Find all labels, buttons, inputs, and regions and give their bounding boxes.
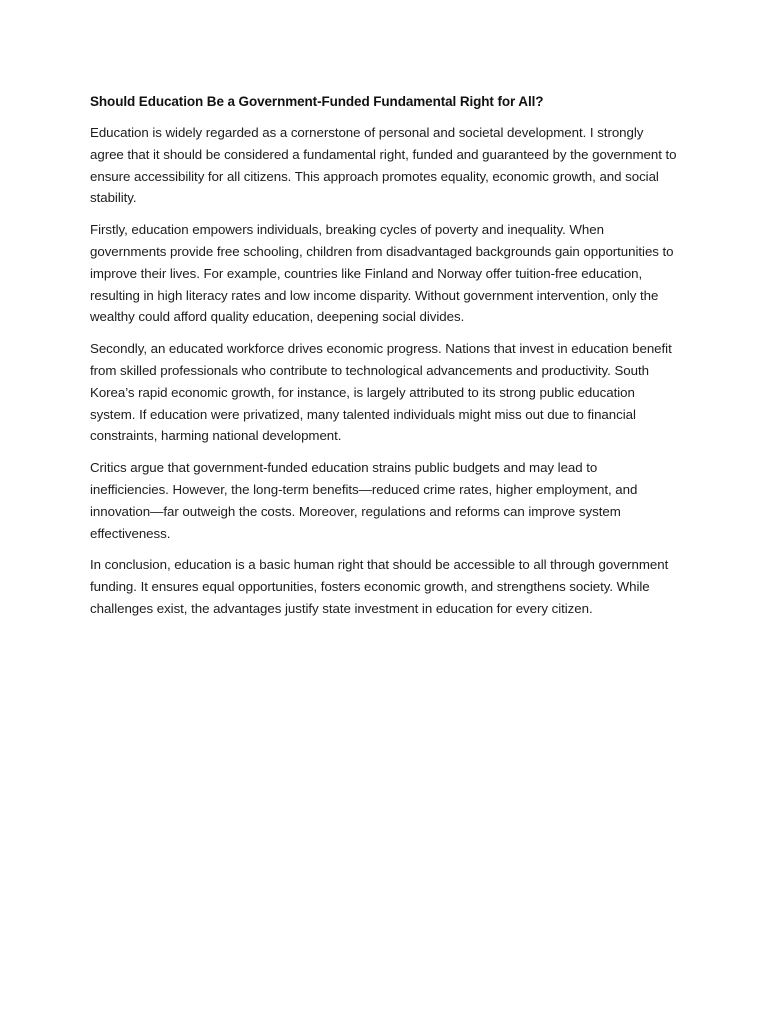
paragraph-empowerment: Firstly, education empowers individuals, breaking cycles of poverty and inequality. When governments provide free schooling, children from disadvantaged backgrounds gain opportunities to improve their lives. For example, countries like Finland and Norway offer tuition-free education, resulting in high literacy rates and low income disparity. Without government intervention, only the wealthy could afford quality education, deepening social divides. [90,222,674,325]
document-title: Should Education Be a Government-Funded Fundamental Right for All? [90,94,544,109]
paragraph-counterargument: Critics argue that government-funded education strains public budgets and may lead to inefficiencies. However, the long-term benefits—reduced crime rates, higher employment, and innovation—far outweigh the costs. Moreover, regulations and reforms can improve system effectiveness. [90,460,638,541]
paragraph-economic-progress: Secondly, an educated workforce drives economic progress. Nations that invest in education benefit from skilled professionals who contribute to technological advancements and productivity. South Korea’s rapid economic growth, for instance, is largely attributed to its strong public education system. If education were privatized, many talented individuals might miss out due to financial constraints, harming national development. [90,341,672,444]
paragraph-introduction: Education is widely regarded as a cornerstone of personal and societal development. I strongly agree that it should be considered a fundamental right, funded and guaranteed by the government to ensure accessibility for all citizens. This approach promotes equality, economic growth, and social stability. [90,125,677,206]
paragraph-conclusion: In conclusion, education is a basic human right that should be accessible to all through government funding. It ensures equal opportunities, fosters economic growth, and strengthens society. While challenges exist, the advantages justify state investment in education for every citizen. [90,557,669,616]
